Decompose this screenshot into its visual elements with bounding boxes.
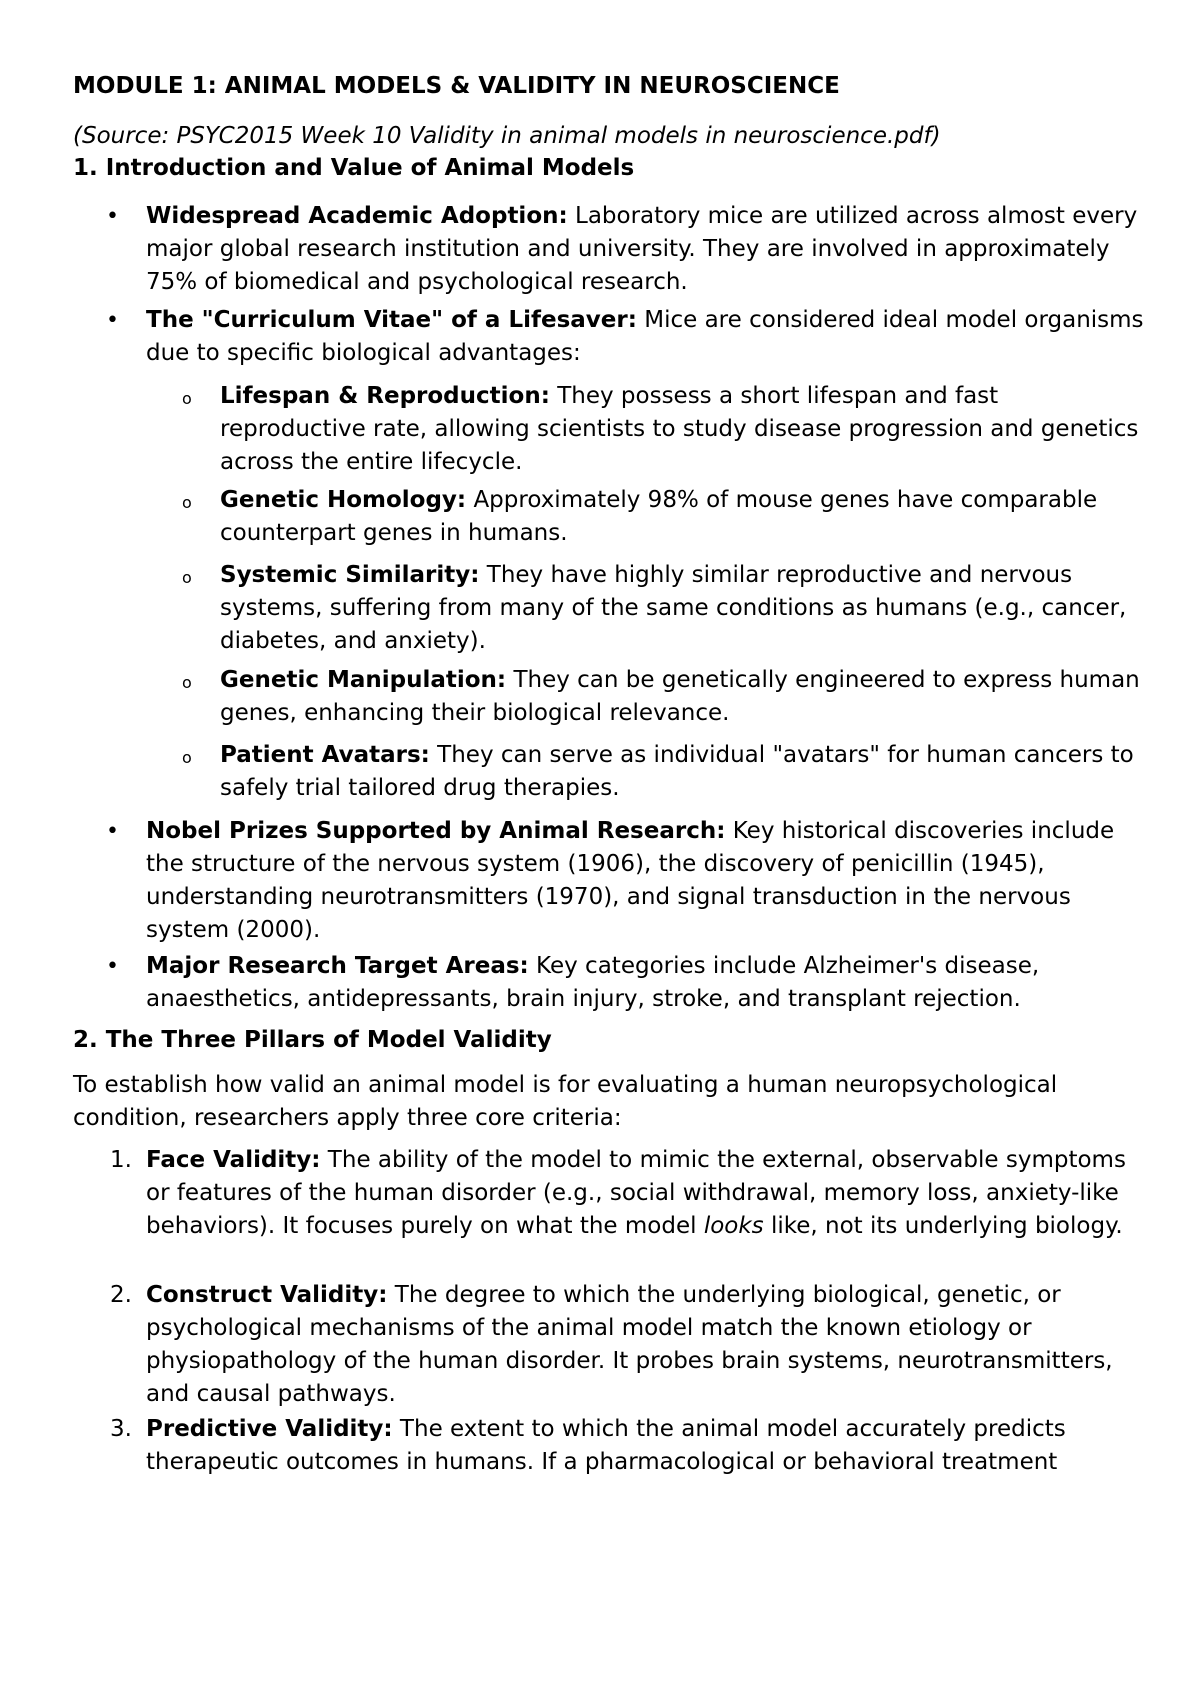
bullet-lead: Widespread Academic Adoption:: [146, 203, 568, 229]
numbered-item-text-end: like, not its underlying biology.: [763, 1213, 1123, 1239]
sub-bullet-item: [182, 380, 1150, 479]
section-2-intro: To establish how valid an animal model is for evaluating a human neuropsychological condition, researchers apply three core criteria:: [73, 1072, 1058, 1131]
numbered-item-emphasis: looks: [703, 1213, 764, 1239]
sub-bullet-text: Approximately 98% of mouse genes have comparable counterpart genes in humans.: [220, 487, 1098, 546]
sub-bullet-text: They possess a short lifespan and fast reproductive rate, allowing scientists to study disease progression and genetics across the entire lifecycle.: [220, 383, 1139, 475]
bullet-lead: Major Research Target Areas:: [146, 953, 529, 979]
numbered-item: [110, 1413, 1146, 1479]
section-1-heading: 1. Introduction and Value of Animal Models: [73, 155, 635, 181]
bullet-text: Laboratory mice are utilized across almost every major global research institution and university. They are involved in approximately 75% of biomedical and psychological research.: [146, 203, 1138, 295]
numbered-item-text: The extent to which the animal model accurately predicts therapeutic outcomes in humans. If a pharmacological or behavioral treatment: [146, 1416, 1066, 1475]
sub-bullet-text: They can be genetically engineered to express human genes, enhancing their biological relevance.: [220, 667, 1140, 726]
sub-bullet-item: [182, 559, 1150, 658]
bullet-marker: •: [106, 954, 119, 979]
numbered-item: [110, 1144, 1146, 1243]
sub-bullet-lead: Lifespan & Reproduction:: [220, 383, 550, 409]
sub-bullet-lead: Genetic Manipulation:: [220, 667, 507, 693]
sub-bullet-item: [182, 739, 1150, 805]
bullet-item: [106, 950, 1146, 1016]
sub-bullet-text: They can serve as individual "avatars" for human cancers to safely trial tailored drug therapies.: [220, 742, 1134, 801]
bullet-item: [106, 815, 1146, 947]
bullet-marker: •: [106, 819, 119, 844]
sub-bullet-item: [182, 664, 1150, 730]
bullet-lead: The "Curriculum Vitae" of a Lifesaver:: [146, 307, 637, 333]
bullet-marker: •: [106, 308, 119, 333]
item-number: 1.: [110, 1147, 132, 1173]
numbered-item-text: The ability of the model to mimic the external, observable symptoms or features of the human disorder (e.g., social withdrawal, memory loss, anxiety-like behaviors). It focuses purely on what the model: [146, 1147, 1126, 1239]
bullet-item: [106, 200, 1146, 299]
numbered-item-text: The degree to which the underlying biological, genetic, or psychological mechanisms of the animal model match the known etiology or physiopathology of the human disorder. It probes brain systems, neurotransmitters, and causal pathways.: [146, 1282, 1113, 1407]
bullet-text: Mice are considered ideal model organisms due to specific biological advantages:: [146, 307, 1144, 366]
document-source: (Source: PSYC2015 Week 10 Validity in animal models in neuroscience.pdf): [73, 123, 941, 149]
sub-bullet-lead: Systemic Similarity:: [220, 562, 480, 588]
sub-bullet-lead: Patient Avatars:: [220, 742, 430, 768]
bullet-marker: •: [106, 204, 119, 229]
item-number: 2.: [110, 1282, 132, 1308]
sub-bullet-marker: o: [182, 493, 192, 512]
numbered-item-lead: Face Validity:: [146, 1147, 321, 1173]
bullet-text: Key categories include Alzheimer's disease, anaesthetics, antidepressants, brain injury, stroke, and transplant rejection.: [146, 953, 1040, 1012]
sub-bullet-item: [182, 484, 1150, 550]
sub-bullet-lead: Genetic Homology:: [220, 487, 467, 513]
item-number: 3.: [110, 1416, 132, 1442]
sub-bullet-text: They have highly similar reproductive and nervous systems, suffering from many of the same conditions as humans (e.g., cancer, diabetes, and anxiety).: [220, 562, 1127, 654]
sub-bullet-marker: o: [182, 748, 192, 767]
numbered-item: [110, 1279, 1146, 1411]
sub-bullet-marker: o: [182, 673, 192, 692]
document-title: MODULE 1: ANIMAL MODELS & VALIDITY IN NEUROSCIENCE: [73, 73, 840, 99]
sub-bullet-marker: o: [182, 389, 192, 408]
numbered-item-lead: Construct Validity:: [146, 1282, 388, 1308]
bullet-item: [106, 304, 1146, 370]
numbered-item-lead: Predictive Validity:: [146, 1416, 393, 1442]
bullet-lead: Nobel Prizes Supported by Animal Research:: [146, 818, 726, 844]
sub-bullet-marker: o: [182, 568, 192, 587]
bullet-text: Key historical discoveries include the structure of the nervous system (1906), the discovery of penicillin (1945), understanding neurotransmitters (1970), and signal transduction in the nervous system (2000).: [146, 818, 1115, 943]
section-2-heading: 2. The Three Pillars of Model Validity: [73, 1027, 552, 1053]
